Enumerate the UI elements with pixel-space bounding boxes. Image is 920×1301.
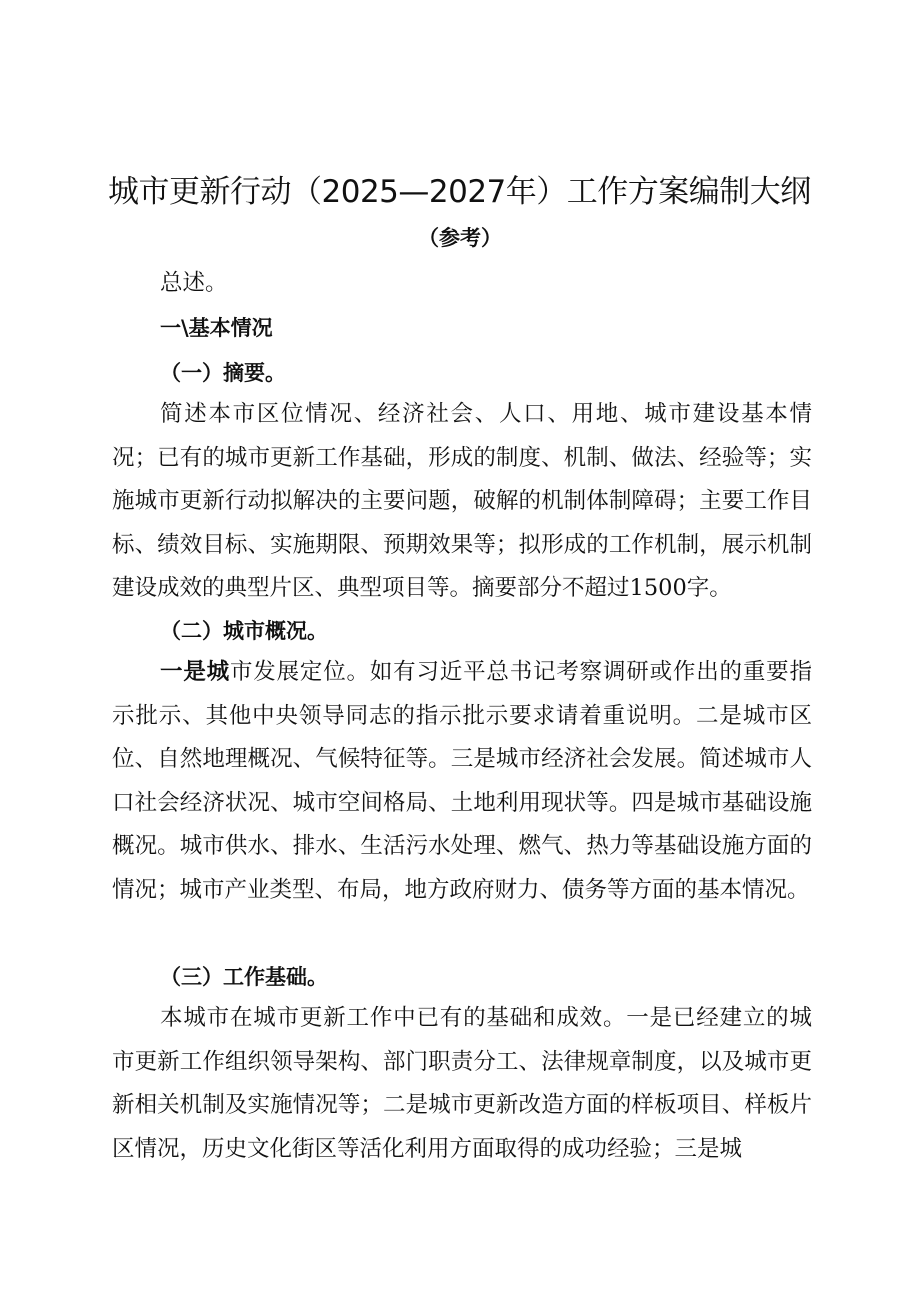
section-heading-basic: 一\基本情况 [160, 316, 273, 340]
document-title: 城市更新行动（2025—2027年）工作方案编制大纲 [108, 174, 811, 210]
paragraph-lead-text: 一是城 [160, 659, 230, 685]
subsection-heading-summary: （一）摘要。 [160, 361, 286, 385]
summary-paragraph: 简述本市区位情况、经济社会、人口、用地、城市建设基本情况；已有的城市更新工作基础，形成的制度、机制、做法、经验等；实施城市更新行动拟解决的主要问题，破解的机制体制障碍；主要工作目标、绩效目标、实施期限、预期效果等；拟形成的工作机制，展示机制建设成效的典型片区、典型项目等。摘要部分不超过1500字。 [112, 401, 812, 602]
city-overview-paragraph [112, 651, 812, 913]
overview-text: 总述。 [160, 270, 228, 296]
city-overview-body: 市发展定位。如有习近平总书记考察调研或作出的重要指示批示、其他中央领导同志的指示批示要求请着重说明。二是城市区位、自然地理概况、气候特征等。三是城市经济社会发展。简述城市人口社会经济状况、城市空间格局、土地利用现状等。四是城市基础设施概况。城市供水、排水、生活污水处理、燃气、热力等基础设施方面的情况；城市产业类型、布局，地方政府财力、债务等方面的基本情况。 [112, 659, 812, 903]
work-foundation-paragraph: 本城市在城市更新工作中已有的基础和成效。一是已经建立的城市更新工作组织领导架构、部门职责分工、法律规章制度，以及城市更新相关机制及实施情况等；二是城市更新改造方面的样板项目、样板片区情况，历史文化街区等活化利用方面取得的成功经验；三是城 [112, 1005, 812, 1162]
subsection-heading-city-overview: （二）城市概况。 [160, 619, 328, 643]
document-subtitle: （参考） [418, 226, 502, 250]
subsection-heading-work-foundation: （三）工作基础。 [160, 965, 328, 989]
